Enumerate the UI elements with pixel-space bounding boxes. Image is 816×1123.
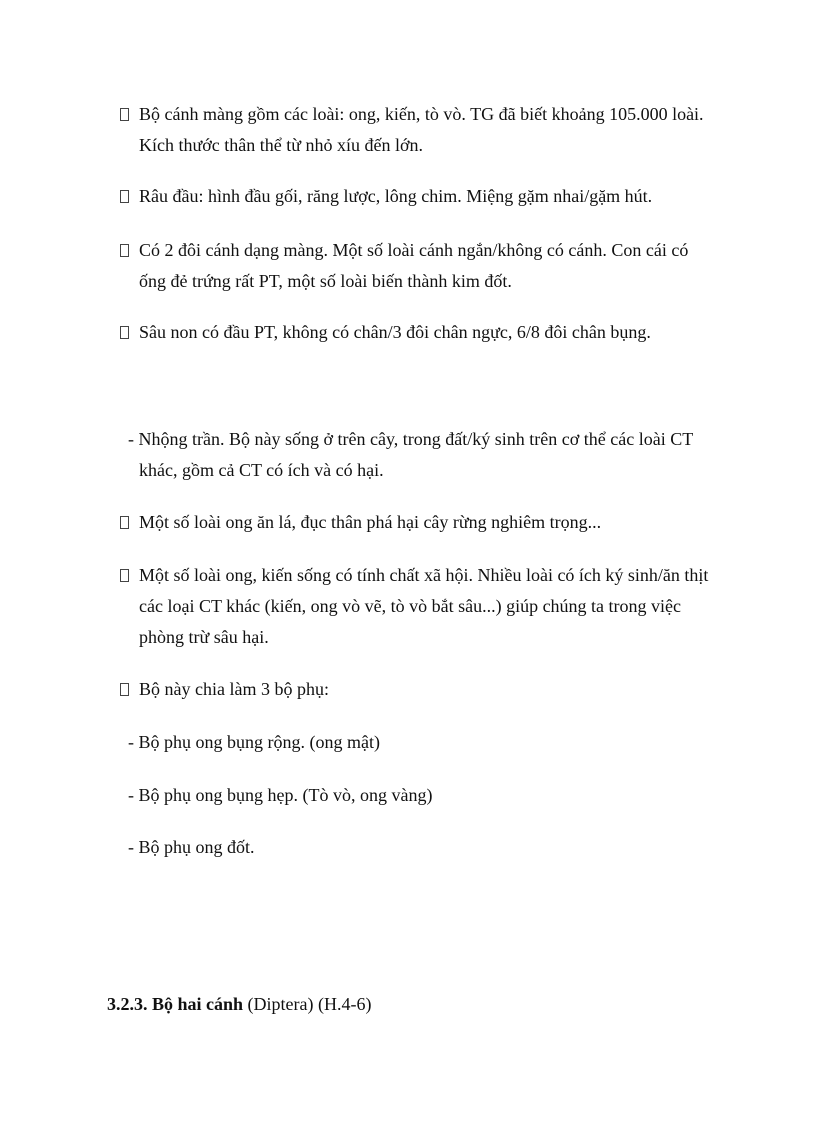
- bullet-box-icon: [120, 108, 129, 121]
- paragraph-line: khác, gồm cả CT có ích và có hại.: [139, 460, 384, 480]
- bullet-box-icon: [120, 683, 129, 696]
- paragraph-line: Một số loài ong, kiến sống có tính chất xã hội. Nhiều loài có ích ký sinh/ăn thịt: [139, 565, 709, 585]
- heading-number: 3.2.3.: [107, 994, 148, 1014]
- paragraph-line: phòng trừ sâu hại.: [139, 627, 269, 647]
- paragraph-line: Râu đầu: hình đầu gối, răng lược, lông chim. Miệng gặm nhai/gặm hút.: [139, 186, 653, 206]
- bullet-box-icon: [120, 516, 129, 529]
- bullet-box-icon: [120, 244, 129, 257]
- paragraph-line: Kích thước thân thể từ nhỏ xíu đến lớn.: [139, 135, 424, 155]
- bullet-box-icon: [120, 190, 129, 203]
- paragraph-line: - Bộ phụ ong đốt.: [128, 837, 255, 857]
- paragraph-line: các loại CT khác (kiến, ong vò vẽ, tò vò bắt sâu...) giúp chúng ta trong việc: [139, 596, 682, 616]
- paragraph-line: Sâu non có đầu PT, không có chân/3 đôi chân ngực, 6/8 đôi chân bụng.: [139, 322, 651, 342]
- section-heading: [107, 993, 371, 1015]
- paragraph-line: - Bộ phụ ong bụng rộng. (ong mật): [128, 732, 380, 752]
- bullet-box-icon: [120, 326, 129, 339]
- heading-title: Bộ hai cánh: [152, 994, 244, 1014]
- paragraph-line: Có 2 đôi cánh dạng màng. Một số loài cánh ngắn/không có cánh. Con cái có: [139, 240, 689, 260]
- paragraph-line: - Nhộng trần. Bộ này sống ở trên cây, trong đất/ký sinh trên cơ thể các loài CT: [128, 429, 694, 449]
- paragraph-line: Bộ cánh màng gồm các loài: ong, kiến, tò vò. TG đã biết khoảng 105.000 loài.: [139, 104, 704, 124]
- paragraph-line: Bộ này chia làm 3 bộ phụ:: [139, 679, 329, 699]
- paragraph-line: - Bộ phụ ong bụng hẹp. (Tò vò, ong vàng): [128, 785, 433, 805]
- paragraph-line: Một số loài ong ăn lá, đục thân phá hại cây rừng nghiêm trọng...: [139, 512, 602, 532]
- heading-suffix: (Diptera) (H.4-6): [247, 994, 372, 1014]
- bullet-box-icon: [120, 569, 129, 582]
- paragraph-line: ống đẻ trứng rất PT, một số loài biến thành kim đốt.: [139, 271, 512, 291]
